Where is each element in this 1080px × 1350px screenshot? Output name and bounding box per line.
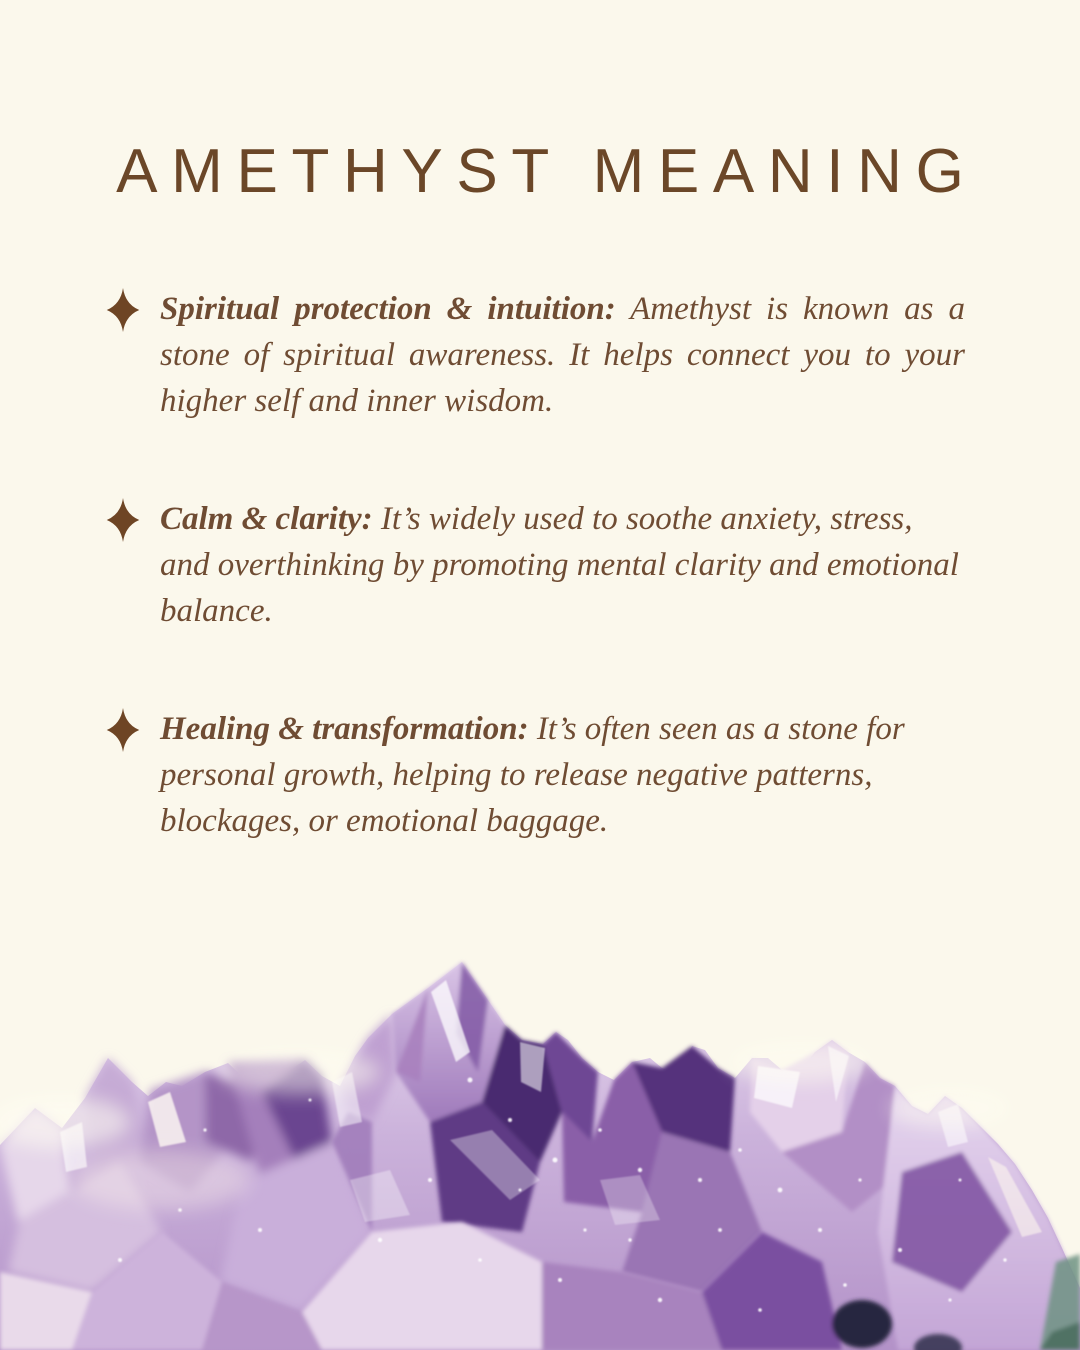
amethyst-crystal-photo [0, 930, 1080, 1350]
bullet-list [106, 286, 970, 916]
page-title: AMETHYST MEANING [116, 137, 978, 206]
bullet-text [160, 286, 965, 424]
bullet-body: It’s widely used to soothe anxiety, stress, and overthinking by promoting mental clarity and emotional balance. [160, 501, 959, 629]
bullet-item [106, 286, 970, 424]
bullet-lead: Spiritual protection & intuition: [160, 291, 616, 327]
bullet-text [160, 496, 965, 634]
bullet-item [106, 496, 970, 634]
bullet-text [160, 706, 965, 844]
bullet-lead: Healing & transformation: [160, 711, 529, 747]
bullet-body: It’s often seen as a stone for personal growth, helping to release negative patterns, blockages, or emotional baggage. [160, 711, 905, 839]
sparkle-icon [106, 288, 140, 332]
bullet-body: Amethyst is known as a stone of spiritual awareness. It helps connect you to your higher self and inner wisdom. [160, 291, 965, 419]
sparkle-icon [106, 498, 140, 542]
amethyst-crystal-image [0, 930, 1080, 1350]
bullet-lead: Calm & clarity: [160, 501, 373, 537]
bullet-item [106, 706, 970, 844]
sparkle-icon [106, 708, 140, 752]
